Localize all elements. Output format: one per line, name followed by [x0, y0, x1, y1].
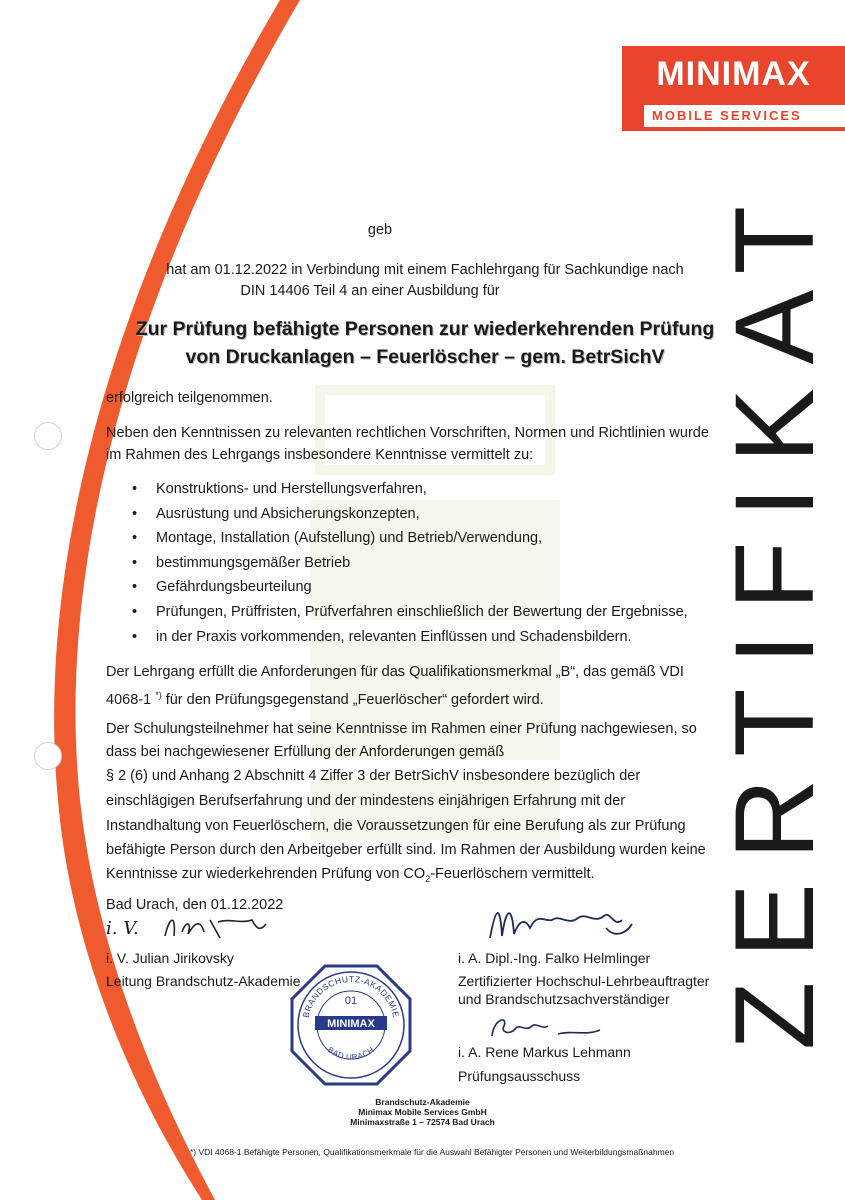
punch-hole-top [34, 422, 62, 450]
exam-line-7 [106, 862, 595, 892]
qualification-norm: 4068-1 [106, 691, 156, 708]
exam-signer-role: Prüfungsausschuss [458, 1068, 581, 1084]
footer-line-2: Minimax Mobile Services GmbH [358, 1107, 487, 1117]
intro-line-1: hat am 01.12.2022 in Verbindung mit einem Fachlehrgang für Sachkundige nach [166, 262, 684, 278]
left-signer-role: Leitung Brandschutz-Akademie [106, 973, 301, 989]
seal-bottom-text: BAD URACH [325, 1045, 377, 1062]
exam-line-7-b: -Feuerlöschern vermittelt. [430, 866, 595, 882]
right-signer-name: i. A. Dipl.-Ing. Falko Helmlinger [458, 950, 651, 966]
footer-line-1: Brandschutz-Akademie [375, 1097, 470, 1107]
knowledge-intro-line-1: Neben den Kenntnissen zu relevanten rechtlichen Vorschriften, Normen und Richtlinien wurde [106, 425, 709, 441]
topic-item: • bestimmungsgemäßer Betrieb [132, 551, 732, 576]
left-signature-prefix: i. V. [106, 918, 139, 939]
footer-line-3: Minimaxstraße 1 – 72574 Bad Urach [350, 1117, 495, 1127]
exam-line-3: § 2 (6) und Anhang 2 Abschnitt 4 Ziffer 3 der BetrSichV insbesondere bezüglich der [106, 768, 641, 784]
exam-line-6: befähigte Person durch den Arbeitgeber erfüllt sind. Im Rahmen der Ausbildung wurden keine [106, 842, 706, 858]
punch-hole-bottom [34, 742, 62, 770]
seal-middle-text: MINIMAX [327, 1018, 375, 1030]
footer-address [200, 1097, 645, 1127]
footnote-marker: *) [155, 690, 162, 700]
knowledge-intro-line-2: im Rahmen des Lehrgangs insbesondere Kenntnisse vermittelt zu: [106, 447, 534, 463]
academy-seal [288, 962, 414, 1088]
right-signer-role-1: Zertifizierter Hochschul-Lehrbeauftragter [458, 973, 710, 989]
left-signature-graphic [160, 910, 270, 944]
seal-top-text: BRANDSCHUTZ-AKADEMIE [300, 973, 402, 1019]
geb-text: geb [367, 222, 393, 238]
footnote: *) VDI 4068-1 Befähigte Personen, Qualifikationsmerkmale für die Auswahl Befähigter Personen und Weiterbildungsmaßnahmen [190, 1147, 675, 1157]
topic-item: • Prüfungen, Prüffristen, Prüfverfahren einschließlich der Bewertung der Ergebnisse, [132, 600, 732, 625]
topic-item: • Montage, Installation (Aufstellung) und Betrieb/Verwendung, [132, 526, 732, 551]
exam-line-5: Instandhaltung von Feuerlöschern, die Voraussetzungen für eine Berufung als zur Prüfung [106, 818, 686, 834]
minimax-logo [622, 46, 845, 131]
exam-line-7-a: Kenntnisse zur wiederkehrenden Prüfung von CO [106, 866, 426, 882]
right-signature-graphic [486, 898, 636, 946]
zertifikat-vertical-title [712, 180, 840, 1060]
course-title-line-2: von Druckanlagen – Feuerlöscher – gem. BetrSichV [185, 346, 665, 368]
place-date: Bad Urach, den 01.12.2022 [106, 897, 284, 913]
logo-subtitle: MOBILE SERVICES [644, 105, 845, 127]
logo-brand-name: MINIMAX [656, 55, 811, 93]
topic-item: • in der Praxis vorkommenden, relevanten Einflüssen und Schadensbildern. [132, 625, 732, 650]
zertifikat-text: ZERTIFIKAT [712, 190, 837, 1050]
exam-signer-name: i. A. Rene Markus Lehmann [458, 1044, 631, 1060]
qualification-rest: für den Prüfungsgegenstand „Feuerlöscher“ gefordert wird. [161, 691, 544, 708]
participated-text: erfolgreich teilgenommen. [106, 390, 273, 406]
right-signer-role-2: und Brandschutzsachverständiger [458, 991, 670, 1007]
exam-line-1: Der Schulungsteilnehmer hat seine Kenntnisse im Rahmen einer Prüfung nachgewiesen, so [106, 721, 697, 737]
exam-signature-graphic [486, 1012, 606, 1042]
seal-number: 01 [344, 995, 358, 1007]
co2-subscript: 2 [425, 873, 431, 884]
exam-line-2: dass bei nachgewiesener Erfüllung der Anforderungen gemäß [106, 744, 505, 760]
left-signer-name: i. V. Julian Jirikovsky [106, 950, 234, 966]
qualification-line-1: Der Lehrgang erfüllt die Anforderungen für das Qualifikationsmerkmal „B“, das gemäß VDI [106, 664, 684, 680]
topic-item: • Ausrüstung und Absicherungskonzepten, [132, 502, 732, 527]
exam-line-4: einschlägigen Berufserfahrung und der mindestens einjährigen Erfahrung mit der [106, 793, 626, 809]
course-title-line-1: Zur Prüfung befähigte Personen zur wiederkehrenden Prüfung [135, 318, 715, 340]
topics-list [132, 477, 732, 649]
intro-line-2: DIN 14406 Teil 4 an einer Ausbildung für [240, 283, 500, 299]
topic-item: • Konstruktions- und Herstellungsverfahren, [132, 477, 732, 502]
qualification-line-2 [106, 683, 544, 713]
topic-item: • Gefährdungsbeurteilung [132, 575, 732, 600]
